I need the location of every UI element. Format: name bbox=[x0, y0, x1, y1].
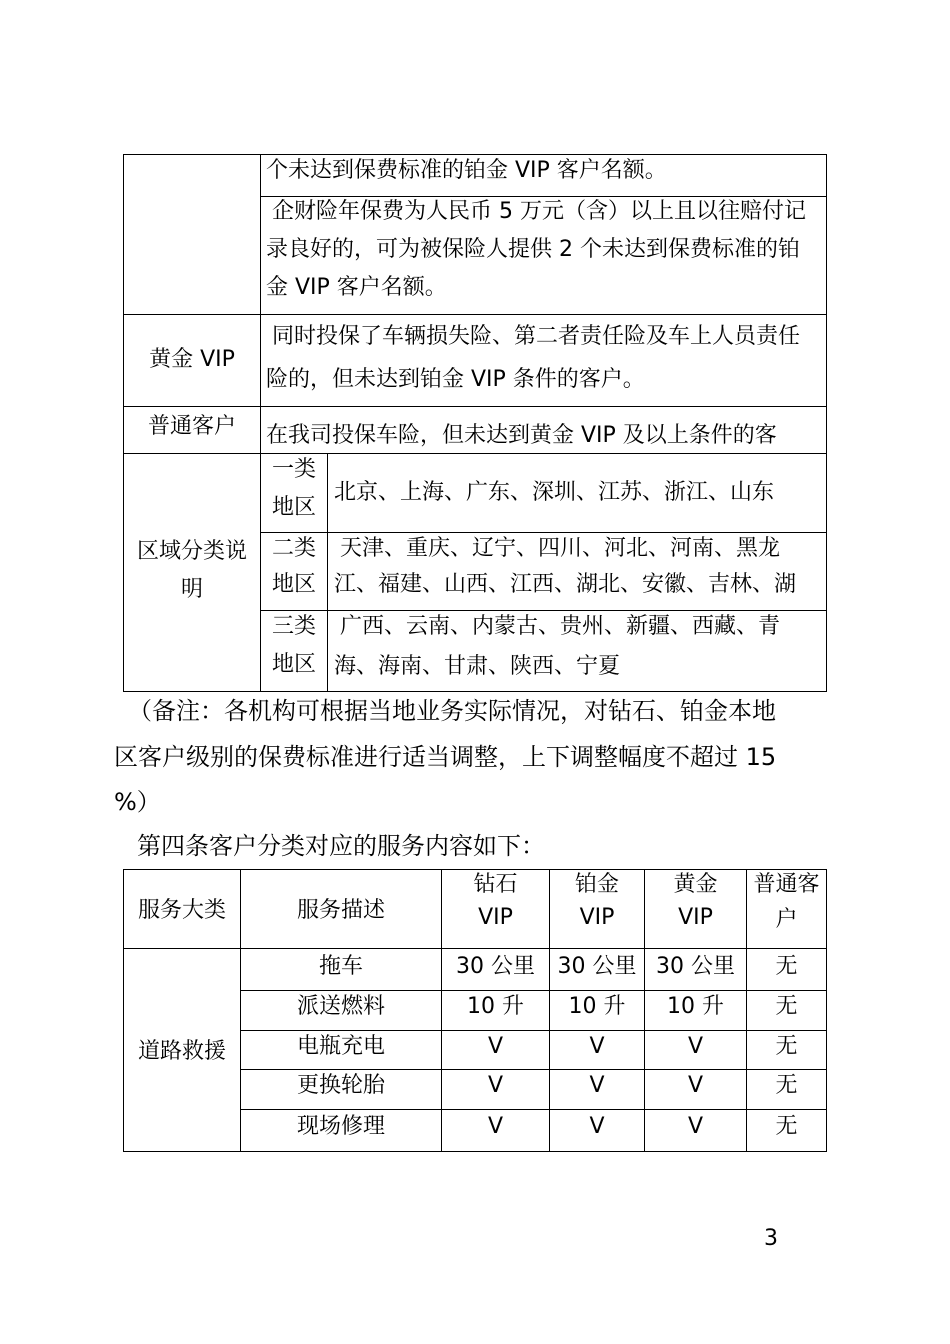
diamond-value: 30 公里 bbox=[456, 954, 535, 979]
page-number: 3 bbox=[764, 1226, 778, 1251]
region-class-1-name-line-2: 地区 bbox=[271, 495, 316, 520]
service-name: 现场修理 bbox=[296, 1114, 385, 1139]
service-name: 派送燃料 bbox=[296, 994, 385, 1019]
gold-vip-label: 黄金 VIP bbox=[149, 347, 235, 372]
diamond-value: V bbox=[487, 1114, 504, 1139]
region-class-3-name-line-1: 三类 bbox=[271, 614, 316, 639]
regular-customer-label: 普通客户 bbox=[147, 414, 236, 439]
region-class-2-name-line-2: 地区 bbox=[271, 572, 316, 597]
gold-value: V bbox=[687, 1034, 704, 1059]
gold-value: V bbox=[687, 1073, 704, 1098]
regular-customer-condition: 在我司投保车险，但未达到黄金 VIP 及以上条件的客 bbox=[266, 423, 777, 448]
regular-value: 无 bbox=[775, 994, 798, 1019]
diamond-value: 10 升 bbox=[467, 994, 524, 1019]
header-platinum-vip-line-1: 铂金 bbox=[574, 872, 619, 897]
note-line-3: %） bbox=[114, 788, 161, 816]
diamond-value: V bbox=[487, 1034, 504, 1059]
regular-value: 无 bbox=[775, 1034, 798, 1059]
platinum-property-condition-line-2: 录良好的，可为被保险人提供 2 个未达到保费标准的铂 bbox=[266, 237, 800, 262]
gold-vip-condition-line-2: 险的，但未达到铂金 VIP 条件的客户。 bbox=[266, 367, 645, 392]
service-name: 更换轮胎 bbox=[296, 1073, 385, 1098]
region-classification-label-line-1: 区域分类说 bbox=[136, 539, 247, 564]
platinum-property-condition-line-3: 金 VIP 客户名额。 bbox=[266, 275, 447, 300]
region-classification-label-line-2: 明 bbox=[180, 577, 203, 602]
region-class-2-provinces-line-1: 天津、重庆、辽宁、四川、河北、河南、黑龙 bbox=[340, 536, 781, 561]
platinum-property-condition-line-1: 企财险年保费为人民币 5 万元（含）以上且以往赔付记 bbox=[272, 199, 806, 224]
regular-value: 无 bbox=[775, 1114, 798, 1139]
note-line-2: 区客户级别的保费标准进行适当调整，上下调整幅度不超过 15 bbox=[114, 743, 777, 771]
diamond-value: V bbox=[487, 1073, 504, 1098]
service-name: 拖车 bbox=[318, 954, 363, 979]
region-class-3-provinces-line-1: 广西、云南、内蒙古、贵州、新疆、西藏、青 bbox=[340, 614, 781, 639]
header-regular-customer-line-1: 普通客 bbox=[753, 872, 820, 897]
region-class-3-provinces-line-2: 海、海南、甘肃、陕西、宁夏 bbox=[334, 654, 621, 679]
service-name: 电瓶充电 bbox=[296, 1034, 385, 1059]
gold-value: V bbox=[687, 1114, 704, 1139]
region-class-2-provinces-line-2: 江、福建、山西、江西、湖北、安徽、吉林、湖 bbox=[334, 572, 797, 597]
header-service-category: 服务大类 bbox=[137, 898, 226, 923]
gold-value: 30 公里 bbox=[656, 954, 735, 979]
section-title: 第四条客户分类对应的服务内容如下： bbox=[137, 832, 545, 860]
header-diamond-vip-line-1: 钻石 bbox=[473, 872, 518, 897]
platinum-value: V bbox=[589, 1114, 605, 1139]
note-line-1: （备注：各机构可根据当地业务实际情况，对钻石、铂金本地 bbox=[128, 697, 776, 725]
header-diamond-vip-line-2: VIP bbox=[478, 905, 513, 930]
header-platinum-vip-line-2: VIP bbox=[579, 905, 615, 930]
region-class-2-name-line-1: 二类 bbox=[271, 536, 316, 561]
regular-value: 无 bbox=[775, 954, 798, 979]
header-regular-customer-line-2: 户 bbox=[775, 907, 798, 932]
gold-value: 10 升 bbox=[667, 994, 724, 1019]
header-gold-vip-line-2: VIP bbox=[678, 905, 713, 930]
platinum-condition-text: 个未达到保费标准的铂金 VIP 客户名额。 bbox=[266, 158, 667, 183]
platinum-value: V bbox=[589, 1034, 605, 1059]
gold-vip-condition-line-1: 同时投保了车辆损失险、第二者责任险及车上人员责任 bbox=[272, 324, 801, 349]
region-class-3-name-line-2: 地区 bbox=[271, 652, 316, 677]
service-group-road-assistance: 道路救援 bbox=[137, 1039, 226, 1064]
region-class-1-provinces: 北京、上海、广东、深圳、江苏、浙江、山东 bbox=[334, 480, 775, 505]
platinum-value: V bbox=[589, 1073, 605, 1098]
regular-value: 无 bbox=[775, 1073, 798, 1098]
header-gold-vip-line-1: 黄金 bbox=[673, 872, 718, 897]
platinum-value: 30 公里 bbox=[557, 954, 637, 979]
platinum-value: 10 升 bbox=[568, 994, 626, 1019]
header-service-description: 服务描述 bbox=[296, 898, 385, 923]
region-class-1-name-line-1: 一类 bbox=[271, 457, 316, 482]
